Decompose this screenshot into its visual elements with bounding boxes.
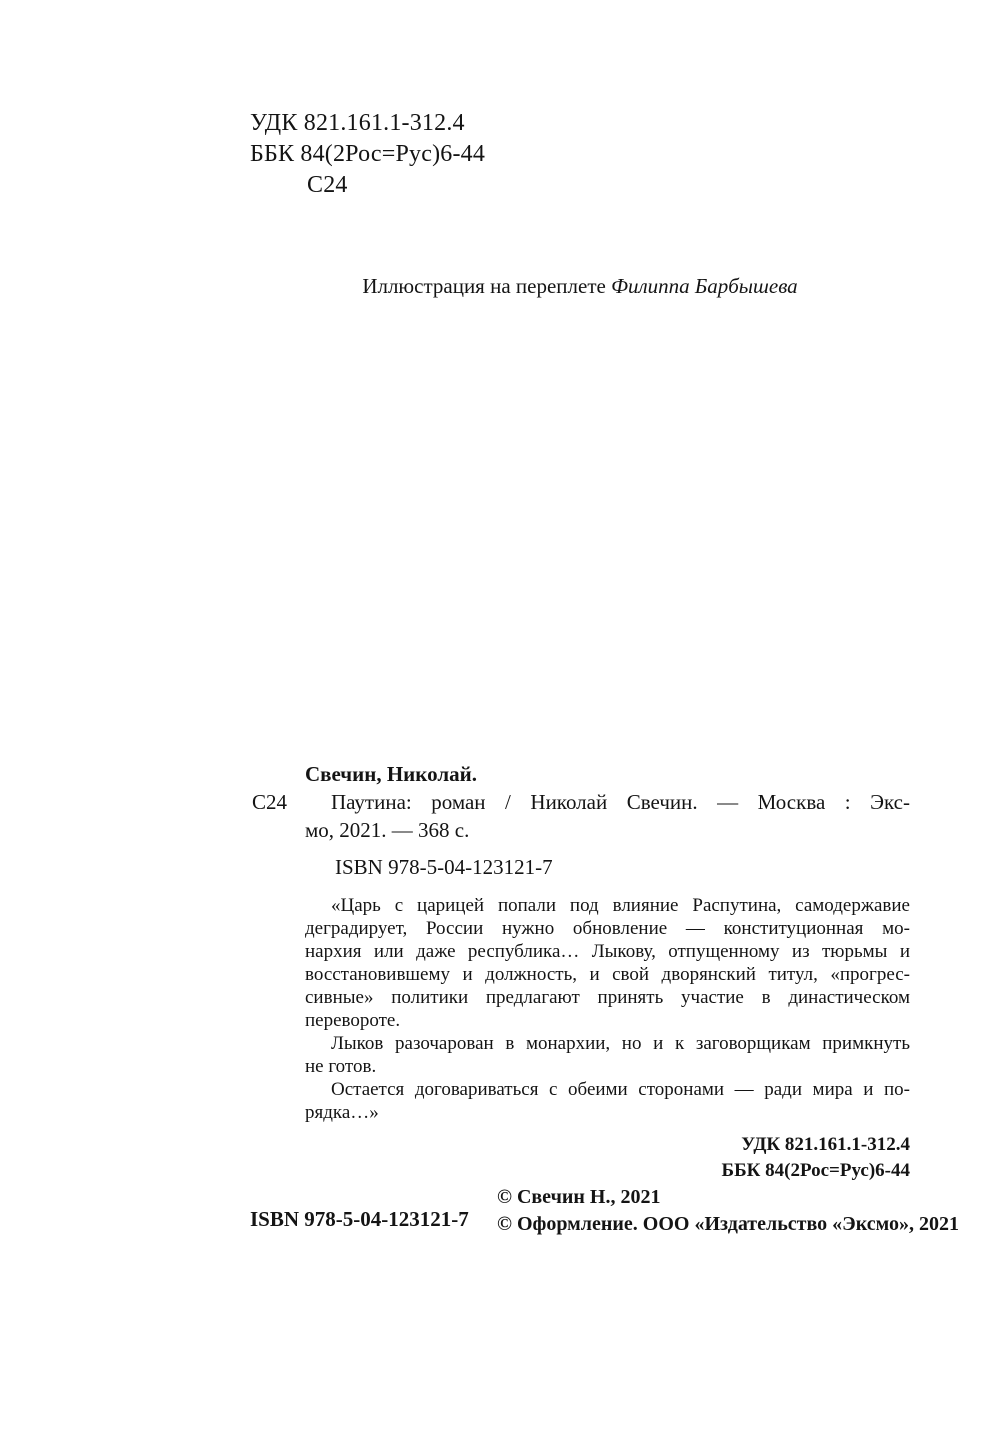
classification-block [250, 108, 485, 201]
illustration-credit [250, 274, 910, 299]
udk-number-bottom: УДК 821.161.1-312.4 [741, 1134, 910, 1155]
text-line: деградирует, России нужно обновление — конституционная мо- [305, 918, 910, 939]
catalog-author-heading: Свечин, Николай. [305, 762, 477, 786]
text-line: перевороте. [305, 1010, 401, 1031]
bbk-number-top: ББК 84(2Рос=Рус)6-44 [250, 141, 486, 167]
author-sign-code-top: С24 [307, 172, 348, 198]
text-line: не готов. [305, 1056, 377, 1077]
text-line: восстановившему и должность, и свой дворянский титул, «прогрес- [305, 964, 910, 985]
text-line: рядка…» [305, 1102, 379, 1123]
annotation-paragraph-2 [305, 1032, 910, 1078]
illustration-credit-text: Иллюстрация на переплете [362, 274, 612, 298]
copyright-design-line: © Оформление. ООО «Издательство «Эксмо», 2021 [497, 1213, 959, 1235]
catalog-card [252, 760, 910, 1184]
text-line: Лыков разочарован в монархии, но и к заговорщикам примкнуть [331, 1033, 910, 1054]
text-line: сивные» политики предлагают принять участие в династическом [305, 987, 910, 1008]
illustration-artist-name: Филиппа Барбышева [611, 274, 798, 298]
text-line: «Царь с царицей попали под влияние Распутина, самодержавие [331, 895, 910, 916]
text-line: Остается договариваться с обеими сторонами — ради мира и по- [331, 1079, 910, 1100]
isbn-bottom: ISBN 978-5-04-123121-7 [250, 1207, 469, 1231]
catalog-entry [305, 788, 910, 844]
text-line: мо, 2021. — 368 с. [305, 818, 470, 842]
annotation-paragraph-3 [305, 1078, 910, 1124]
text-line: нархия или даже республика… Лыкову, отпущенному из тюрьмы и [305, 941, 910, 962]
bbk-number-bottom: ББК 84(2Рос=Рус)6-44 [721, 1160, 910, 1181]
catalog-author-sign-code: С24 [252, 790, 288, 814]
annotation-paragraph-1 [305, 894, 910, 1032]
text-line: Паутина: роман / Николай Свечин. — Москва : Экс- [331, 790, 910, 814]
copyright-author-line: © Свечин Н., 2021 [497, 1186, 661, 1208]
classification-block-bottom [305, 1132, 910, 1184]
annotation-block [305, 894, 910, 1124]
isbn-catalog: ISBN 978-5-04-123121-7 [335, 855, 553, 879]
udk-number-top: УДК 821.161.1-312.4 [250, 110, 465, 136]
copyright-block [497, 1184, 959, 1238]
